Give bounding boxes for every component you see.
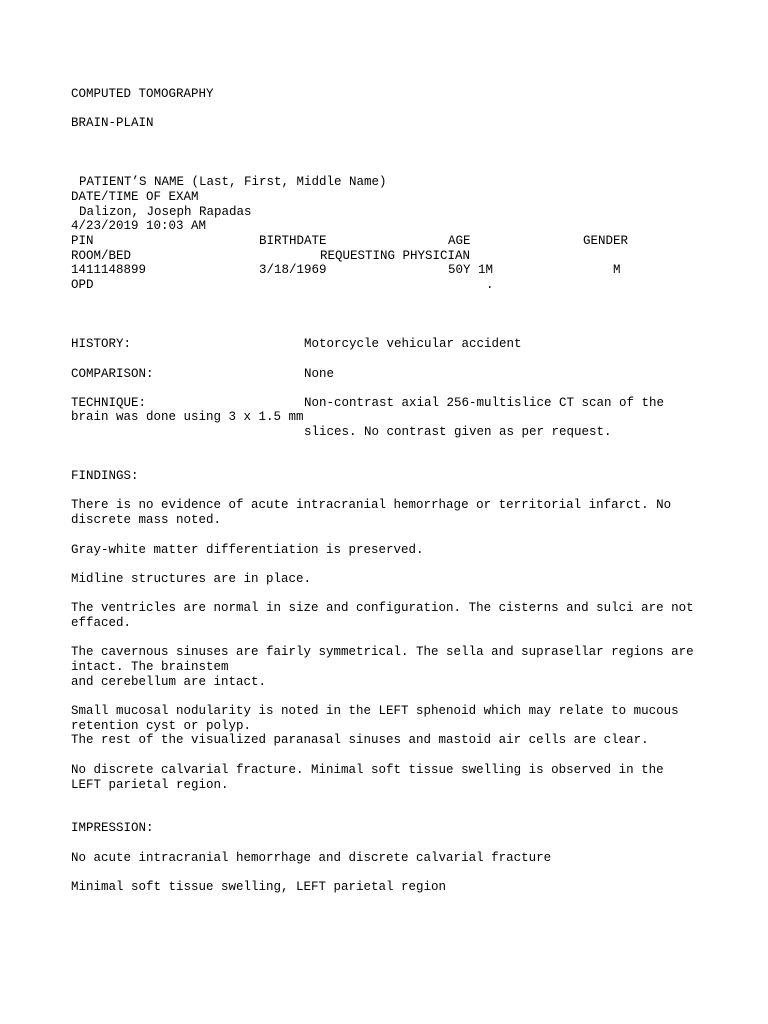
impression-label: IMPRESSION: <box>71 821 154 835</box>
history-value: Motorcycle vehicular accident <box>304 337 522 351</box>
technique-text: slices. No contrast given as per request. <box>304 425 612 439</box>
impression-line: No acute intracranial hemorrhage and discrete calvarial fracture <box>71 851 552 865</box>
pin-label: PIN <box>71 234 94 248</box>
requesting-physician-value: . <box>486 278 494 292</box>
findings-line: No discrete calvarial fracture. Minimal soft tissue swelling is observed in the <box>71 763 664 777</box>
findings-line: effaced. <box>71 616 132 630</box>
findings-line: LEFT parietal region. <box>71 778 229 792</box>
technique-text: brain was done using 3 x 1.5 mm <box>71 410 304 424</box>
findings-label: FINDINGS: <box>71 469 139 483</box>
impression-line: Minimal soft tissue swelling, LEFT parietal region <box>71 880 447 894</box>
findings-line: The cavernous sinuses are fairly symmetrical. The sella and suprasellar regions are <box>71 645 694 659</box>
patient-name-label: PATIENT’S NAME (Last, First, Middle Name) <box>79 175 387 189</box>
technique-label: TECHNIQUE: <box>71 396 147 410</box>
findings-line: There is no evidence of acute intracranial hemorrhage or territorial infarct. No <box>71 498 672 512</box>
birthdate-value: 3/18/1969 <box>259 263 327 277</box>
technique-text: Non-contrast axial 256-multislice CT scan of the <box>304 396 665 410</box>
findings-line: The rest of the visualized paranasal sinuses and mastoid air cells are clear. <box>71 733 649 747</box>
comparison-label: COMPARISON: <box>71 367 154 381</box>
findings-line: Small mucosal nodularity is noted in the LEFT sphenoid which may relate to mucous <box>71 704 679 718</box>
gender-label: GENDER <box>583 234 629 248</box>
findings-line: retention cyst or polyp. <box>71 719 252 733</box>
age-value: 50Y 1M <box>448 263 494 277</box>
findings-line: intact. The brainstem <box>71 660 229 674</box>
requesting-physician-label: REQUESTING PHYSICIAN <box>320 249 471 263</box>
room-bed-label: ROOM/BED <box>71 249 132 263</box>
room-bed-value: OPD <box>71 278 94 292</box>
age-label: AGE <box>448 234 471 248</box>
exam-name: BRAIN-PLAIN <box>71 116 154 130</box>
findings-line: Midline structures are in place. <box>71 572 312 586</box>
patient-name: Dalizon, Joseph Rapadas <box>79 205 252 219</box>
birthdate-label: BIRTHDATE <box>259 234 327 248</box>
exam-datetime-label: DATE/TIME OF EXAM <box>71 190 199 204</box>
findings-line: discrete mass noted. <box>71 513 222 527</box>
exam-datetime: 4/23/2019 10:03 AM <box>71 219 207 233</box>
report-title: COMPUTED TOMOGRAPHY <box>71 87 214 101</box>
pin-value: 1411148899 <box>71 263 147 277</box>
history-label: HISTORY: <box>71 337 132 351</box>
comparison-value: None <box>304 367 335 381</box>
findings-line: The ventricles are normal in size and configuration. The cisterns and sulci are not <box>71 601 694 615</box>
gender-value: M <box>613 263 621 277</box>
findings-line: and cerebellum are intact. <box>71 675 267 689</box>
findings-line: Gray-white matter differentiation is preserved. <box>71 543 424 557</box>
